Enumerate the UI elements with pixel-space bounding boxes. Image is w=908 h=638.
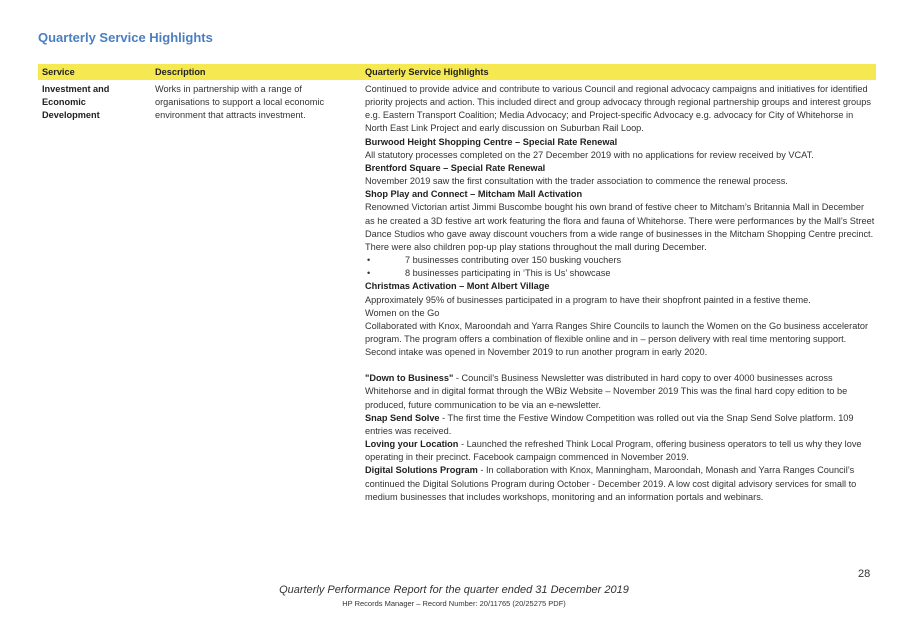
service-cell: Investment and Economic Development — [42, 84, 110, 121]
description-cell: Works in partnership with a range of organisations to support a local economic environment that attracts investment. — [155, 84, 325, 121]
digital-solutions-paragraph — [365, 464, 875, 503]
bullet-item — [365, 254, 875, 267]
christmas-heading: Christmas Activation – Mont Albert Village — [365, 281, 550, 292]
snap-send-solve-text: - The first time the Festive Window Competition was rolled out via the Snap Send Solve platform. 109 entries was received. — [365, 412, 854, 436]
service-highlights-table — [38, 64, 876, 502]
digital-solutions-heading: Digital Solutions Program — [365, 465, 478, 476]
shop-play-text: Renowned Victorian artist Jimmi Buscombe bought his own brand of festive cheer to Mitcham’s Britannia Mall in December as he created a 3D festive art work featuring the flora and fauna of Whitehorse. There were performances by the Mall’s Street Dance Studios who gave away discount vouchers from a wide range of businesses in the Mitcham Shopping Centre precinct. There were also children pop-up play stations throughout the mall during December. — [365, 202, 875, 252]
header-service: Service — [42, 67, 75, 77]
digital-solutions-text: - In collaboration with Knox, Manningham, Maroondah, Monash and Yarra Ranges Council’s continued the Digital Solutions Program during October - December 2019. A low cost digital advisory services for small to medium businesses that includes workshops, monitoring and an information portals and webinars. — [365, 465, 857, 502]
page-title: Quarterly Service Highlights — [38, 30, 213, 45]
snap-send-solve-paragraph — [365, 412, 875, 438]
page-number: 28 — [858, 568, 871, 580]
highlights-cell — [365, 83, 875, 504]
loving-location-heading: Loving your Location — [365, 439, 459, 450]
bullet-text: 7 businesses contributing over 150 busking vouchers — [405, 255, 622, 266]
bullet-text: 8 businesses participating in ‘This is Us’ showcase — [405, 268, 611, 279]
down-to-business-heading: "Down to Business" — [365, 373, 454, 384]
table-header-row — [38, 64, 876, 80]
women-heading: Women on the Go — [365, 307, 440, 318]
brentford-heading: Brentford Square – Special Rate Renewal — [365, 162, 546, 173]
down-to-business-paragraph — [365, 372, 875, 411]
brentford-text: November 2019 saw the first consultation with the trader association to commence the renewal process. — [365, 176, 788, 187]
bullet-dot: • — [367, 268, 371, 279]
loving-location-text: - Launched the refreshed Think Local Program, offering business operators to tell us why they love operating in their precinct. Facebook campaign commenced in November 2019. — [365, 439, 862, 463]
loving-location-paragraph — [365, 438, 875, 464]
shop-play-heading: Shop Play and Connect – Mitcham Mall Activation — [365, 189, 583, 200]
header-highlights: Quarterly Service Highlights — [365, 67, 489, 77]
down-to-business-text: - Council’s Business Newsletter was distributed in hard copy to over 4000 businesses across Whitehorse and in digital format through the WBiz Website – November 2019 This was the final hard copy edition to be produced, future communication to be via an e-newsletter. — [365, 373, 848, 410]
christmas-text: Approximately 95% of businesses participated in a program to have their shopfront painted in a festive theme. — [365, 294, 811, 305]
bullet-dot: • — [367, 255, 371, 266]
paragraph-spacer — [365, 359, 875, 372]
bullet-item — [365, 267, 875, 280]
women-text: Collaborated with Knox, Maroondah and Yarra Ranges Shire Councils to launch the Women on the Go business accelerator program. The program offers a combination of flexible online and in – person delivery with real time mentoring support. Second intake was opened in November 2019 to run another program in early 2020. — [365, 320, 869, 358]
burwood-heading: Burwood Height Shopping Centre – Special Rate Renewal — [365, 136, 618, 147]
footer-records-line: HP Records Manager – Record Number: 20/11765 (20/25275 PDF) — [342, 599, 566, 608]
snap-send-solve-heading: Snap Send Solve — [365, 412, 440, 423]
header-description: Description — [155, 67, 206, 77]
intro-paragraph: Continued to provide advice and contribute to various Council and regional advocacy campaigns and initiatives for identified priority projects and action. This included direct and group advocacy through regional partnership groups and interest groups e.g. Eastern Transport Coalition; Media Advocacy; and Project-specific Advocacy e.g. advocacy for City of Whitehorse in North East Link Project and early discussion on Suburban Rail Loop. — [365, 84, 871, 134]
burwood-text: All statutory processes completed on the 27 December 2019 with no applications for review received by VCAT. — [365, 149, 814, 160]
footer-report-title: Quarterly Performance Report for the quarter ended 31 December 2019 — [279, 584, 629, 596]
